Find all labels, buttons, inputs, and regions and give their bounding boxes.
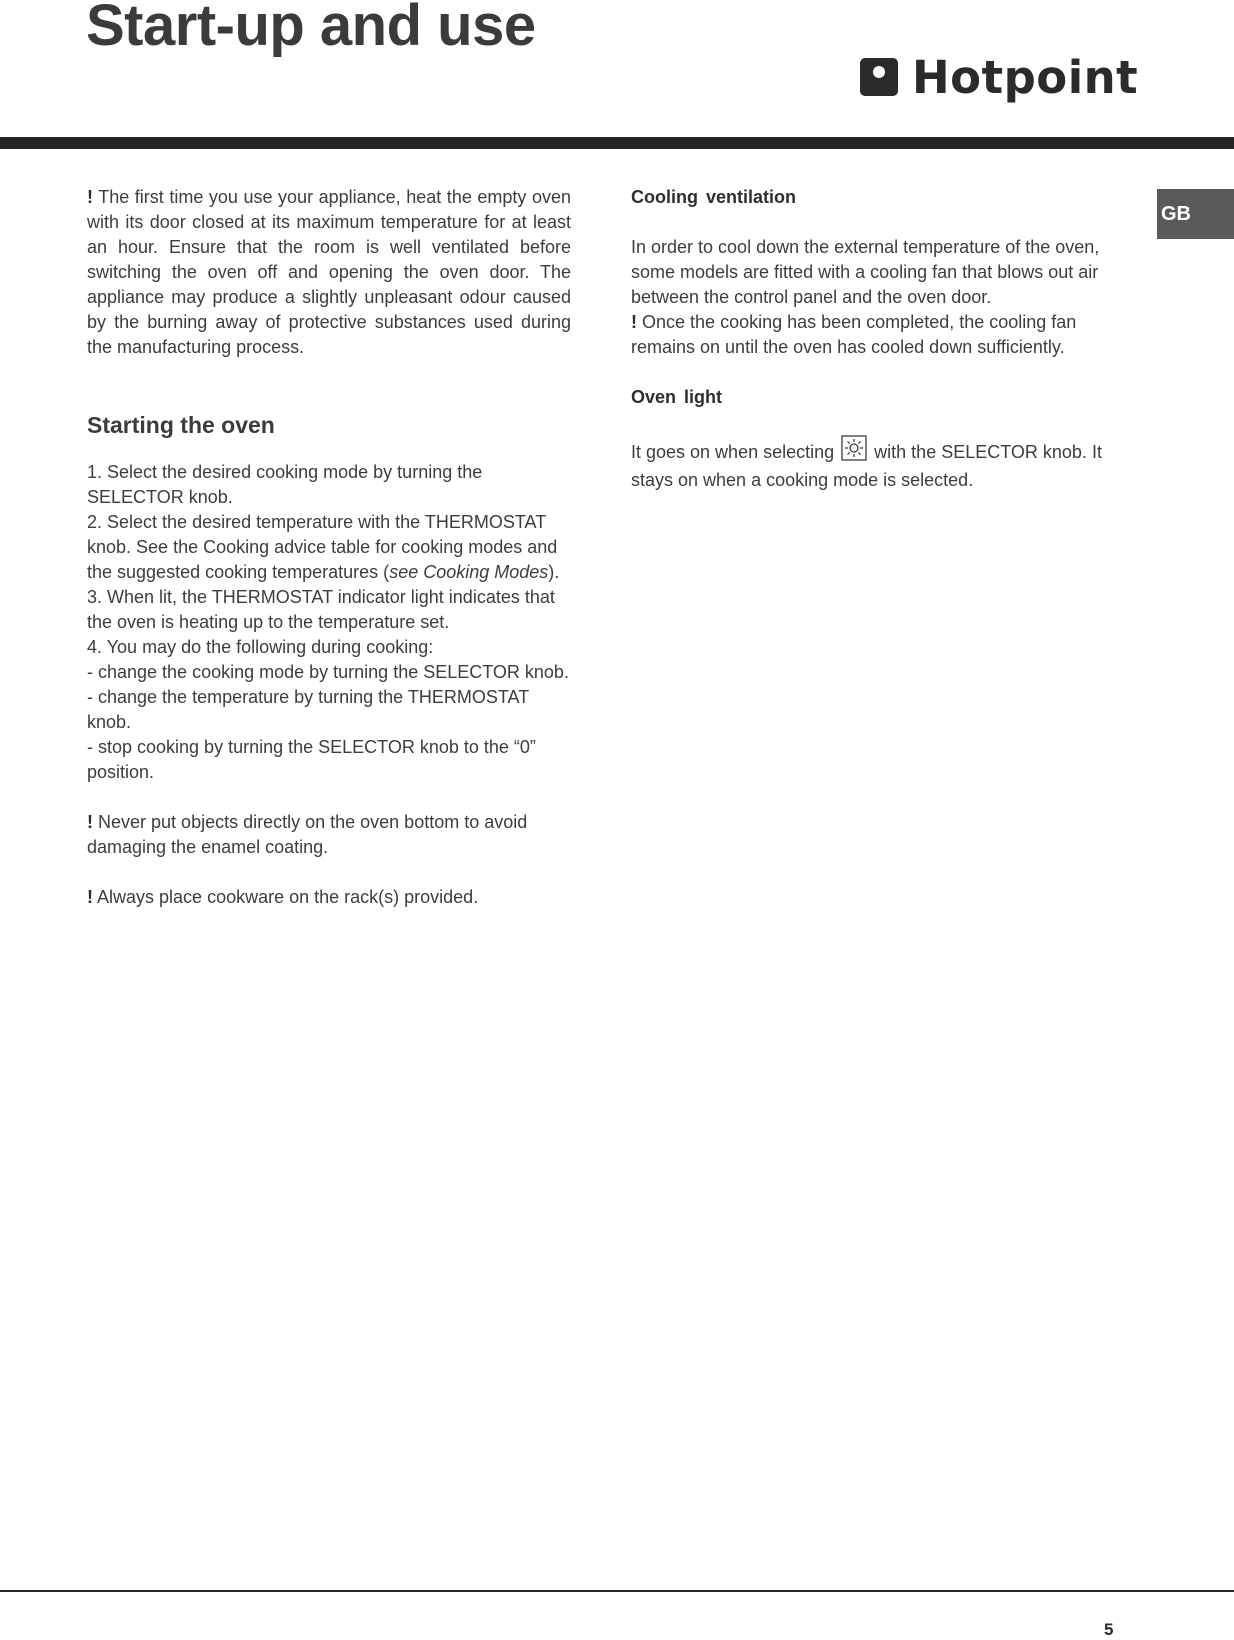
step-2 (87, 510, 571, 585)
oven-light-text (631, 435, 1109, 494)
warning-racks (87, 885, 571, 910)
footer-rule (0, 1590, 1234, 1592)
language-tab: GB (1157, 189, 1234, 239)
header-rule (0, 137, 1234, 149)
warning-mark: ! (87, 187, 93, 207)
intro-text: The first time you use your appliance, heat the empty oven with its door closed at its maximum temperature for at least an hour. Ensure that the room is well ventilated before switching the oven off and opening the oven door. The appliance may produce a slightly unpleasant odour caused by the burning away of protective substances used during the manufacturing process. (87, 187, 571, 357)
step-2-reference: see Cooking Modes (389, 562, 549, 582)
left-column (87, 185, 571, 910)
warning-mark: ! (87, 812, 93, 832)
cooling-ventilation-heading: Cooling ventilation (631, 187, 796, 207)
step-1: 1. Select the desired cooking mode by turning the SELECTOR knob. (87, 462, 483, 507)
oven-light-heading: Oven light (631, 387, 723, 407)
warning-mark: ! (631, 312, 637, 332)
step-2-end: ). (548, 562, 560, 582)
right-column (631, 185, 1109, 494)
oven-light-text-start: It goes on when selecting (631, 442, 835, 462)
list-item: - change the temperature by turning the THERMOSTAT knob. (87, 687, 529, 732)
intro-paragraph (87, 185, 571, 360)
warning-enamel (87, 810, 571, 860)
cooling-warning-text: Once the cooking has been completed, the cooling fan remains on until the oven has cooled down sufficiently. (631, 312, 1077, 357)
hotpoint-logo-icon (860, 58, 898, 96)
brand-name: Hotpoint (912, 50, 1139, 104)
cooling-warning (631, 310, 1109, 360)
page-title: Start-up and use (86, 0, 536, 58)
step-3: 3. When lit, the THERMOSTAT indicator light indicates that the oven is heating up to the temperature set. (87, 587, 555, 632)
step-4: 4. You may do the following during cooking: (87, 637, 434, 657)
list-item: - stop cooking by turning the SELECTOR knob to the “0” position. (87, 737, 536, 782)
page-number: 5 (1104, 1620, 1114, 1639)
brand-logo (860, 52, 1138, 102)
cooling-ventilation-text: In order to cool down the external temperature of the oven, some models are fitted with a cooling fan that blows out air between the control panel and the oven door. (631, 237, 1100, 307)
warning-racks-text: Always place cookware on the rack(s) provided. (97, 887, 479, 907)
oven-light-symbol-icon (841, 435, 867, 461)
oven-light-text-end: with the SELECTOR knob. It stays on when a cooking mode is selected. (631, 442, 1102, 490)
section-title-starting-oven: Starting the oven (87, 412, 275, 438)
list-item: - change the cooking mode by turning the SELECTOR knob. (87, 662, 569, 682)
step-2-text: 2. Select the desired temperature with the THERMOSTAT knob. See the Cooking advice table for cooking modes and the suggested cooking temperatures ( (87, 512, 558, 582)
warning-mark: ! (87, 887, 93, 907)
warning-enamel-text: Never put objects directly on the oven bottom to avoid damaging the enamel coating. (87, 812, 528, 857)
